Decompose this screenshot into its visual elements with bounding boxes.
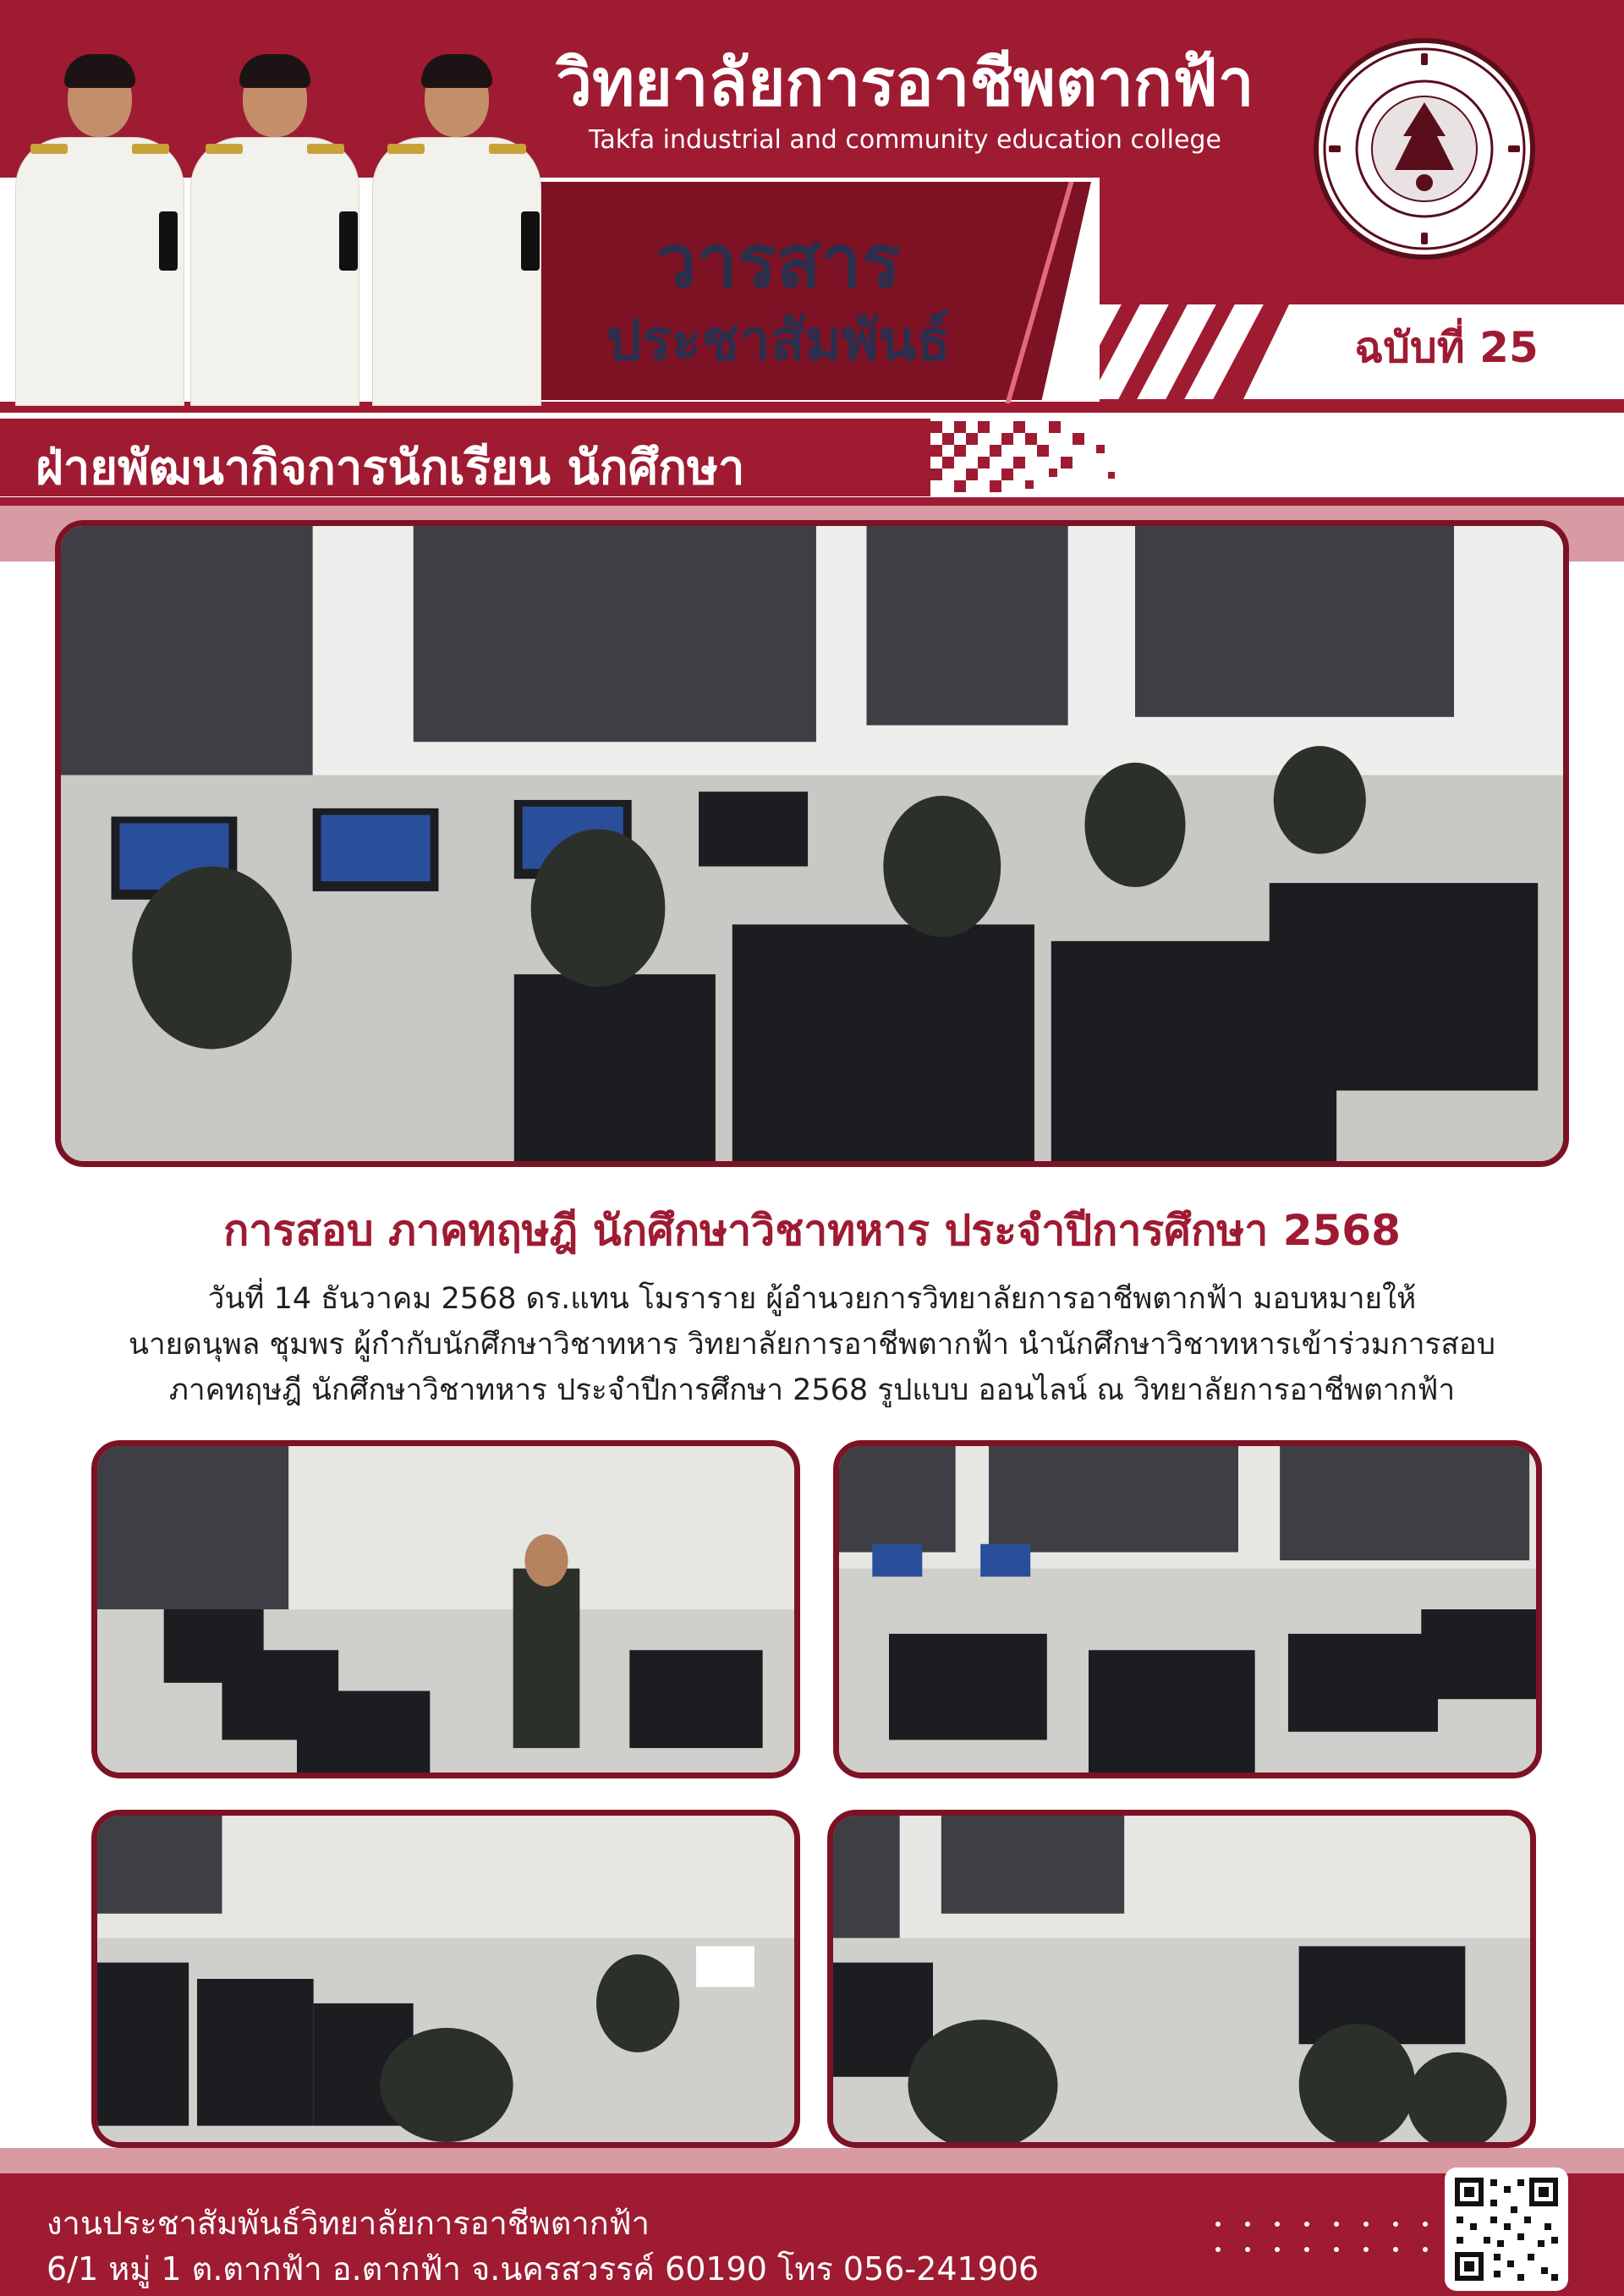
college-name-english: Takfa industrial and community education college xyxy=(589,125,1221,155)
article-body-line: ภาคทฤษฎี นักศึกษาวิชาทหาร ประจำปีการศึกษา 2568 รูปแบบ ออนไลน์ ณ วิทยาลัยการอาชีพตากฟ้า xyxy=(168,1373,1456,1407)
dot-pattern-decoration xyxy=(1210,2216,1429,2275)
footer-pink-band xyxy=(0,2148,1624,2173)
gallery-photo-1 xyxy=(91,1440,800,1778)
footer-organization: งานประชาสัมพันธ์วิทยาลัยการอาชีพตากฟ้า xyxy=(47,2205,650,2242)
article-body-line: วันที่ 14 ธันวาคม 2568 ดร.แทน โมราราย ผู้อำนวยการวิทยาลัยการอาชีพตากฟ้า มอบหมายให้ xyxy=(207,1282,1417,1316)
article-headline: การสอบ ภาคทฤษฎี นักศึกษาวิชาทหาร ประจำปีการศึกษา 2568 xyxy=(223,1206,1401,1255)
journal-subtitle: ประชาสัมพันธ์ xyxy=(606,308,951,373)
executive-photo-1 xyxy=(15,59,184,406)
footer-address: 6/1 หมู่ 1 ต.ตากฟ้า อ.ตากฟ้า จ.นครสวรรค์ 60190 โทร 056-241906 xyxy=(47,2250,1040,2288)
gallery-photo-2 xyxy=(833,1440,1542,1778)
college-seal-logo xyxy=(1314,38,1535,260)
gallery-photo-3 xyxy=(91,1810,800,2148)
pixel-pattern-decoration xyxy=(930,421,1125,494)
journal-title: วารสาร xyxy=(656,220,901,304)
main-photo-computer-lab xyxy=(55,520,1569,1167)
department-name: ฝ่ายพัฒนากิจการนักเรียน นักศึกษา xyxy=(36,441,745,496)
article-body-line: นายดนุพล ชุมพร ผู้กำกับนักศึกษาวิชาทหาร วิทยาลัยการอาชีพตากฟ้า นำนักศึกษาวิชาทหารเข้าร่วมการสอบ xyxy=(129,1328,1495,1362)
gallery-photo-4 xyxy=(827,1810,1536,2148)
executive-photo-2 xyxy=(190,59,359,406)
qr-code[interactable] xyxy=(1445,2167,1568,2291)
issue-number: ฉบับที่ 25 xyxy=(1354,323,1539,372)
college-name-thai: วิทยาลัยการอาชีพตากฟ้า xyxy=(556,45,1254,120)
